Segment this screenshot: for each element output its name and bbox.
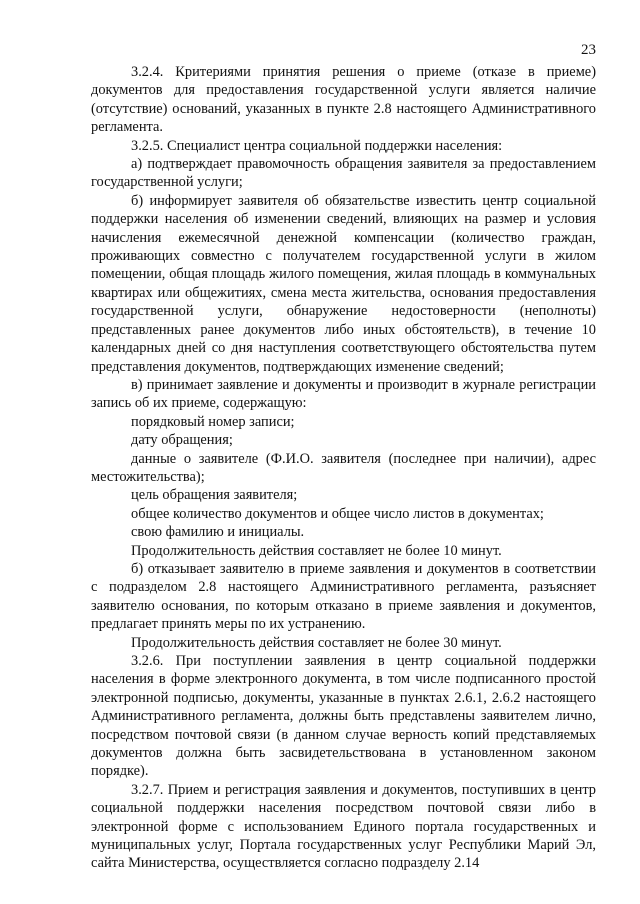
paragraph-3-2-5-b: б) информирует заявителя об обязательстве известить центр социальной поддержки населения об изменении сведений, влияющих на размер и условия начисления ежемесячной денежной компенсации (количество граждан, проживающих совместно с получателем государственной услуги в жилом помещении, общая площадь жилого помещения, жилая площадь в коммунальных квартирах или общежитиях, смена места жительства, основания предоставления государственной услуги, обнаружение недостоверности (неполноты) представленных ранее документов либо иных обстоятельств), в течение 10 календарных дней со дня наступления соответствующего обстоятельства путем представления документов, подтверждающих изменение сведений;: [91, 192, 596, 375]
duration-note: Продолжительность действия составляет не более 30 минут.: [131, 634, 502, 651]
list-item: свою фамилию и инициалы.: [131, 524, 305, 541]
list-item: цель обращения заявителя;: [131, 487, 298, 504]
paragraph-3-2-5: 3.2.5. Специалист центра социальной поддержки населения:: [131, 137, 503, 154]
list-item: порядковый номер записи;: [131, 413, 295, 430]
paragraph-3-2-5-v: в) принимает заявление и документы и производит в журнале регистрации запись об их приеме, содержащую:: [91, 376, 596, 412]
list-item: общее количество документов и общее число листов в документах;: [131, 505, 544, 522]
paragraph-3-2-4: 3.2.4. Критериями принятия решения о приеме (отказе в приеме) документов для предоставления государственной услуги является наличие (отсутствие) оснований, указанных в пункте 2.8 настоящего Административного регламента.: [91, 64, 596, 136]
paragraph-3-2-7: 3.2.7. Прием и регистрация заявления и документов, поступивших в центр социальной поддержки населения посредством почтовой связи либо в электронной форме с использованием Единого портала государственных и муниципальных услуг, Портала государственных услуг Республики Марий Эл, сайта Министерства, осуществляется согласно подразделу 2.14: [91, 781, 596, 872]
list-item: дату обращения;: [131, 432, 233, 449]
document-body: [91, 63, 596, 873]
paragraph-3-2-6: 3.2.6. При поступлении заявления в центр социальной поддержки населения в форме электронного документа, в том числе подписанного простой электронной подписью, документы, указанные в пунктах 2.6.1, 2.6.2 настоящего Административного регламента, должны быть представлены заявителем лично, посредством почтовой связи (в данном случае верность копий представляемых документов должна быть засвидетельствована в установленном законом порядке).: [91, 653, 596, 780]
page-number: 23: [581, 42, 596, 58]
paragraph-refusal: б) отказывает заявителю в приеме заявления и документов в соответствии с подразделом 2.8 настоящего Административного регламента, разъясняет заявителю основания, по которым отказано в приеме заявления и документов, предлагает принять меры по их устранению.: [91, 560, 596, 633]
duration-note: Продолжительность действия составляет не более 10 минут.: [131, 542, 502, 559]
list-item: данные о заявителе (Ф.И.О. заявителя (последнее при наличии), адрес местожительства);: [91, 450, 596, 485]
paragraph-3-2-5-a: а) подтверждает правомочность обращения заявителя за предоставлением государственной услуги;: [91, 156, 596, 191]
